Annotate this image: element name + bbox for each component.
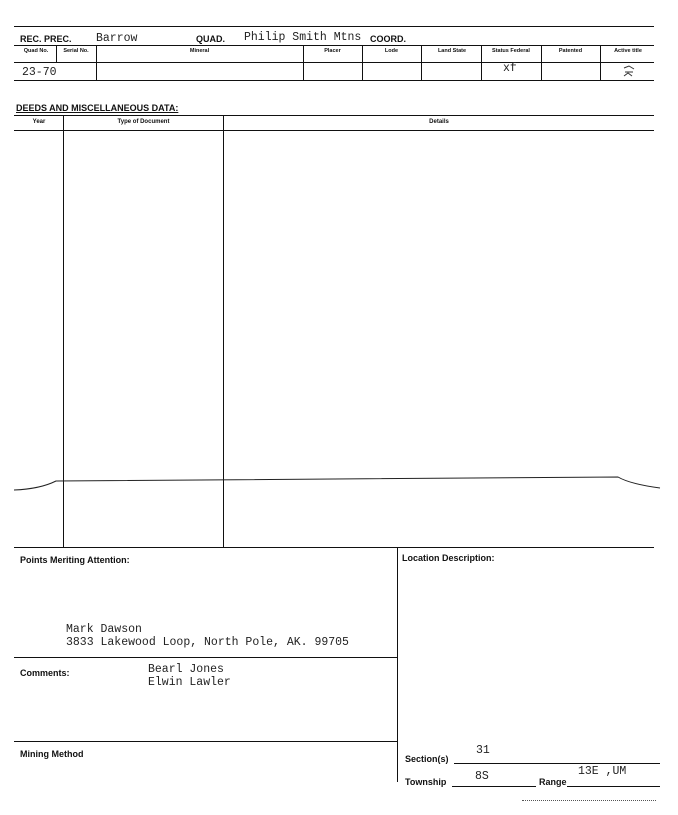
coord-label: COORD. <box>370 34 406 44</box>
deeds-bottom-line <box>14 547 654 548</box>
deeds-header-line <box>14 130 654 131</box>
quad-label: QUAD. <box>196 34 225 44</box>
table-bottom-line <box>14 80 654 81</box>
range-label: Range <box>539 777 567 787</box>
top-rule <box>14 26 654 27</box>
section-label: Section(s) <box>405 754 449 764</box>
mineral-header: Mineral <box>189 48 210 54</box>
location-description-label: Location Description: <box>402 553 495 563</box>
type-of-document-header: Type of Document <box>117 119 170 125</box>
points-name: Mark Dawson <box>66 623 142 636</box>
scribble-icon <box>622 64 636 78</box>
comments-label: Comments: <box>20 668 70 678</box>
bottom-dotted-line <box>522 800 656 801</box>
col-div-1 <box>56 45 57 62</box>
lower-center-divider <box>397 547 398 782</box>
active-title-header: Active title <box>614 48 642 54</box>
land-state-header: Land State <box>437 48 467 54</box>
comments-line-2: Elwin Lawler <box>148 676 231 689</box>
col-div-5 <box>421 45 422 80</box>
active-title-mark <box>622 64 636 78</box>
serial-no-header: Serial No. <box>63 48 89 54</box>
points-address: 3833 Lakewood Loop, North Pole, AK. 99705 <box>66 636 349 649</box>
quad-no-value: 23-70 <box>22 66 57 79</box>
mining-method-label: Mining Method <box>20 749 84 759</box>
mining-method-top-line <box>14 741 397 742</box>
comments-top-line <box>14 657 397 658</box>
section-value: 31 <box>476 744 490 757</box>
quad-value: Philip Smith Mtns <box>244 31 362 44</box>
township-value: 8S <box>475 770 489 783</box>
lode-header: Lode <box>384 48 399 54</box>
points-meriting-label: Points Meriting Attention: <box>20 555 130 565</box>
section-underline <box>454 763 660 764</box>
table-top-line <box>14 45 654 46</box>
rec-prec-value: Barrow <box>96 32 138 45</box>
placer-header: Placer <box>324 48 341 54</box>
township-underline <box>452 786 536 787</box>
col-div-8 <box>600 45 601 80</box>
comments-line-1: Bearl Jones <box>148 663 224 676</box>
patented-header: Patented <box>558 48 583 54</box>
fold-crease <box>0 470 678 500</box>
range-underline <box>567 786 660 787</box>
quad-no-header: Quad No. <box>23 48 49 54</box>
status-federal-value: xf <box>503 62 517 75</box>
township-label: Township <box>405 777 447 787</box>
deeds-heading: DEEDS AND MISCELLANEOUS DATA: <box>16 103 179 113</box>
status-federal-header: Status Federal <box>492 48 530 54</box>
deeds-top-line <box>14 115 654 116</box>
table-header-line <box>14 62 654 63</box>
rec-prec-label: REC. PREC. <box>20 34 72 44</box>
year-header: Year <box>32 119 46 125</box>
col-div-6 <box>481 45 482 80</box>
details-header: Details <box>429 119 449 125</box>
range-value: 13E ,UM <box>578 765 627 778</box>
